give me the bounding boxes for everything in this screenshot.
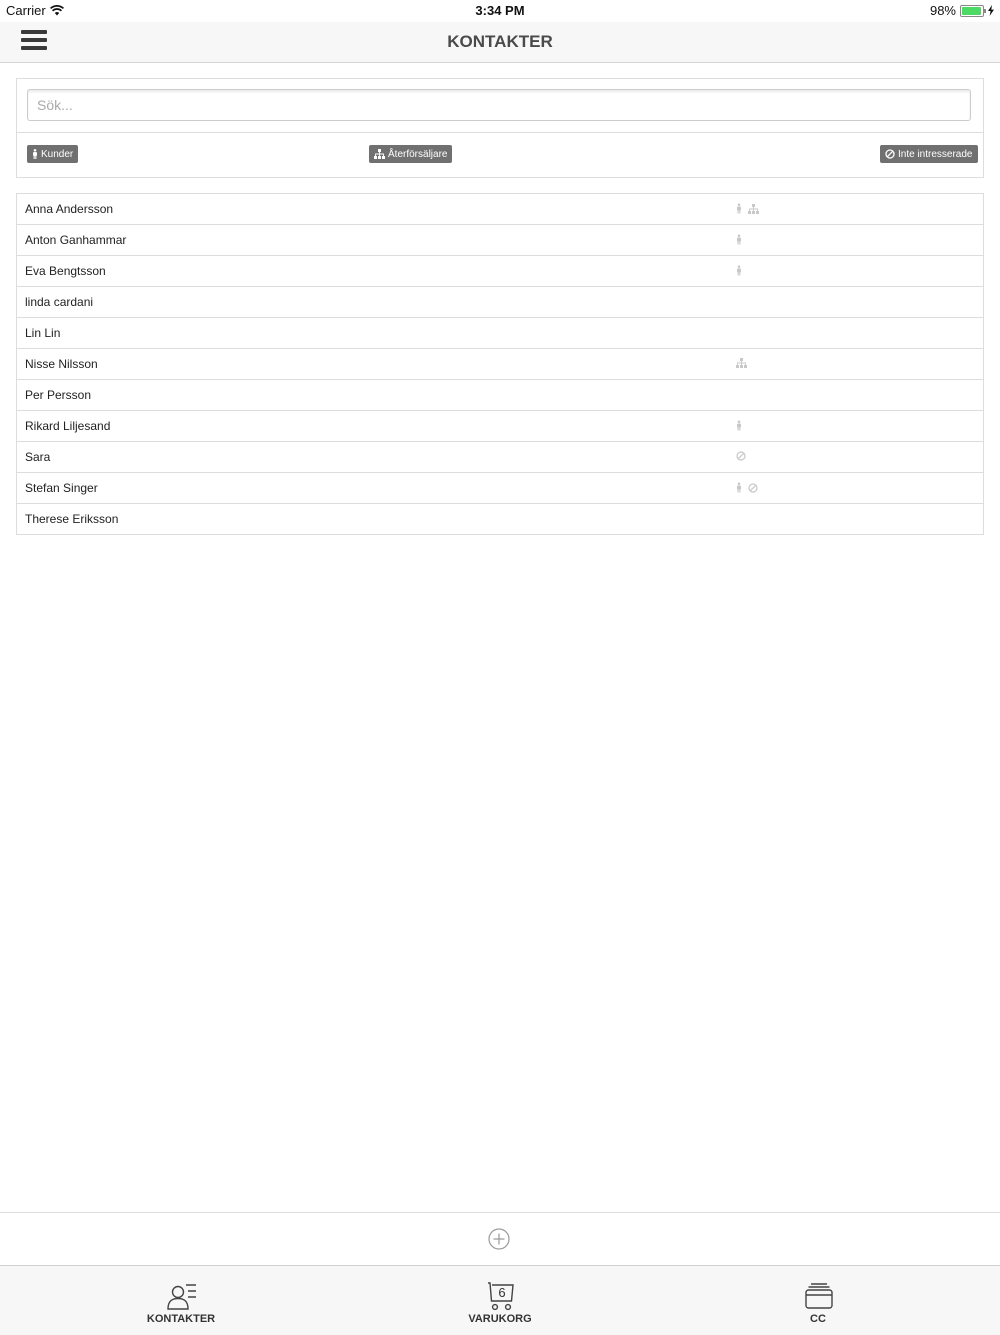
contact-row[interactable] [17, 225, 983, 256]
contact-list [16, 193, 984, 535]
filter-inte-intresserade-button[interactable] [880, 145, 978, 163]
tab-kontakter-label: KONTAKTER [146, 1313, 216, 1325]
contact-tags [736, 203, 759, 214]
contact-row[interactable] [17, 504, 983, 534]
contact-tags [736, 265, 742, 276]
ban-icon [736, 451, 746, 461]
filter-kunder-label: Kunder [41, 148, 74, 160]
contact-name: Stefan Singer [25, 481, 98, 495]
cart-badge: 6 [498, 1285, 506, 1300]
tab-varukorg-label: VARUKORG [468, 1313, 532, 1325]
battery-icon [960, 5, 984, 17]
contact-row[interactable] [17, 194, 983, 225]
cards-icon [802, 1281, 836, 1313]
contact-name: Lin Lin [25, 326, 61, 340]
filter-aterforsaljare-label: Återförsäljare [388, 148, 448, 160]
person-icon [736, 265, 742, 276]
clock: 3:34 PM [475, 3, 525, 18]
person-icon [736, 234, 742, 245]
contact-tags [736, 451, 746, 461]
filter-kunder-button[interactable] [27, 145, 78, 163]
contact-row[interactable] [17, 473, 983, 504]
search-input[interactable] [27, 89, 971, 121]
cart-icon [484, 1281, 518, 1313]
contact-row[interactable] [17, 256, 983, 287]
tab-kontakter[interactable] [81, 1266, 281, 1335]
status-bar [0, 0, 1000, 22]
person-icon [32, 149, 38, 159]
contact-tags [736, 482, 758, 493]
contact-name: Anna Andersson [25, 202, 114, 216]
person-icon [736, 203, 742, 214]
tab-cc-label: CC [810, 1313, 826, 1325]
page-title: KONTAKTER [447, 32, 553, 51]
contact-name: Nisse Nilsson [25, 357, 98, 371]
filter-inte-intresserade-label: Inte intresserade [898, 148, 973, 160]
tab-cc[interactable] [718, 1266, 918, 1335]
contact-row[interactable] [17, 411, 983, 442]
contact-row[interactable] [17, 380, 983, 411]
contact-name: Anton Ganhammar [25, 233, 127, 247]
tab-bar [0, 1265, 1000, 1335]
contacts-icon [165, 1281, 199, 1313]
carrier-label: Carrier [6, 3, 46, 18]
contact-name: Eva Bengtsson [25, 264, 106, 278]
person-icon [736, 482, 742, 493]
search-panel [16, 78, 984, 178]
navigation-bar [0, 22, 1000, 63]
sitemap-icon [748, 204, 759, 214]
ban-icon [748, 483, 758, 493]
ban-icon [885, 149, 895, 159]
plus-circle-icon[interactable] [488, 1228, 510, 1250]
contact-tags [736, 358, 747, 368]
divider [17, 132, 983, 133]
contact-row[interactable] [17, 287, 983, 318]
charging-bolt-icon [988, 5, 994, 16]
contact-name: linda cardani [25, 295, 94, 309]
contact-name: Therese Eriksson [25, 512, 119, 526]
contact-name: Rikard Liljesand [25, 419, 111, 433]
contact-name: Sara [25, 450, 51, 464]
sitemap-icon [374, 149, 385, 159]
person-icon [736, 420, 742, 431]
add-contact-bar [0, 1212, 1000, 1266]
contact-row[interactable] [17, 349, 983, 380]
filter-aterforsaljare-button[interactable] [369, 145, 452, 163]
tab-varukorg[interactable] [400, 1266, 600, 1335]
contact-name: Per Persson [25, 388, 92, 402]
sitemap-icon [736, 358, 747, 368]
contact-row[interactable] [17, 442, 983, 473]
contact-tags [736, 420, 742, 431]
contact-tags [736, 234, 742, 245]
battery-percent: 98% [929, 3, 956, 18]
contact-row[interactable] [17, 318, 983, 349]
battery-indicator [930, 3, 994, 18]
